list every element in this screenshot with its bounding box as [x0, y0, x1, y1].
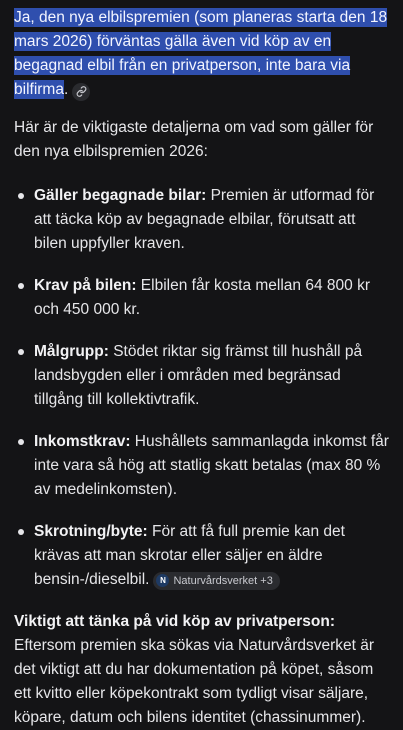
intro-tail: .	[63, 81, 69, 98]
list-item	[14, 340, 391, 412]
item-text: För att få full premie kan det krävas att man skrotar eller säljer en äldre bensin-/dieselbil.	[34, 523, 345, 588]
link-icon	[76, 86, 87, 97]
item-text: Hushållets sammanlagda inkomst får inte vara så hög att statlig skatt betalas (max 80 % av medelinkomsten).	[34, 433, 389, 498]
bullet-icon	[18, 349, 24, 355]
item-label: Krav på bilen:	[34, 277, 137, 294]
intro-paragraph	[14, 6, 391, 102]
list-item	[14, 274, 391, 322]
selected-text[interactable]: Ja, den nya elbilspremien (som planeras starta den 18 mars 2026) förväntas gälla även vid köp av en begagnad elbil från en privatperson, inte bara via bilfirma	[14, 9, 388, 98]
list-item	[14, 520, 391, 592]
final-paragraph	[14, 610, 391, 730]
list-item	[14, 430, 391, 502]
item-label: Inkomstkrav:	[34, 433, 131, 450]
item-text: Elbilen får kosta mellan 64 800 kr och 450 000 kr.	[34, 277, 370, 318]
bullet-icon	[18, 283, 24, 289]
link-button[interactable]	[72, 83, 90, 101]
item-text: Premien är utformad för att täcka köp av begagnade elbilar, förutsatt att bilen uppfyller kraven.	[34, 187, 375, 252]
bullet-icon	[18, 193, 24, 199]
naturvardsverket-logo-icon: N	[156, 574, 169, 587]
bullet-icon	[18, 529, 24, 535]
item-text: Stödet riktar sig främst till hushåll på landsbygden eller i områden med begränsad tillgång till kollektivtrafik.	[34, 343, 363, 408]
list-item	[14, 184, 391, 256]
source-chip[interactable]	[153, 572, 279, 590]
bullet-icon	[18, 439, 24, 445]
lead-paragraph: Här är de viktigaste detaljerna om vad som gäller för den nya elbilspremien 2026:	[14, 119, 374, 160]
item-label: Gäller begagnade bilar:	[34, 187, 207, 204]
final-text: Eftersom premien ska sökas via Naturvårdsverket är det viktigt att du har dokumentation på köpet, såsom ett kvitto eller köpekontrakt som tydligt visar säljare, köpare, datum och bilens identitet (chassinummer).	[14, 637, 375, 726]
item-label: Målgrupp:	[34, 343, 109, 360]
item-label: Skrotning/byte:	[34, 523, 148, 540]
final-heading: Viktigt att tänka på vid köp av privatperson:	[14, 613, 335, 630]
source-chip-label: Naturvårdsverket +3	[173, 574, 273, 587]
details-list	[14, 184, 391, 592]
